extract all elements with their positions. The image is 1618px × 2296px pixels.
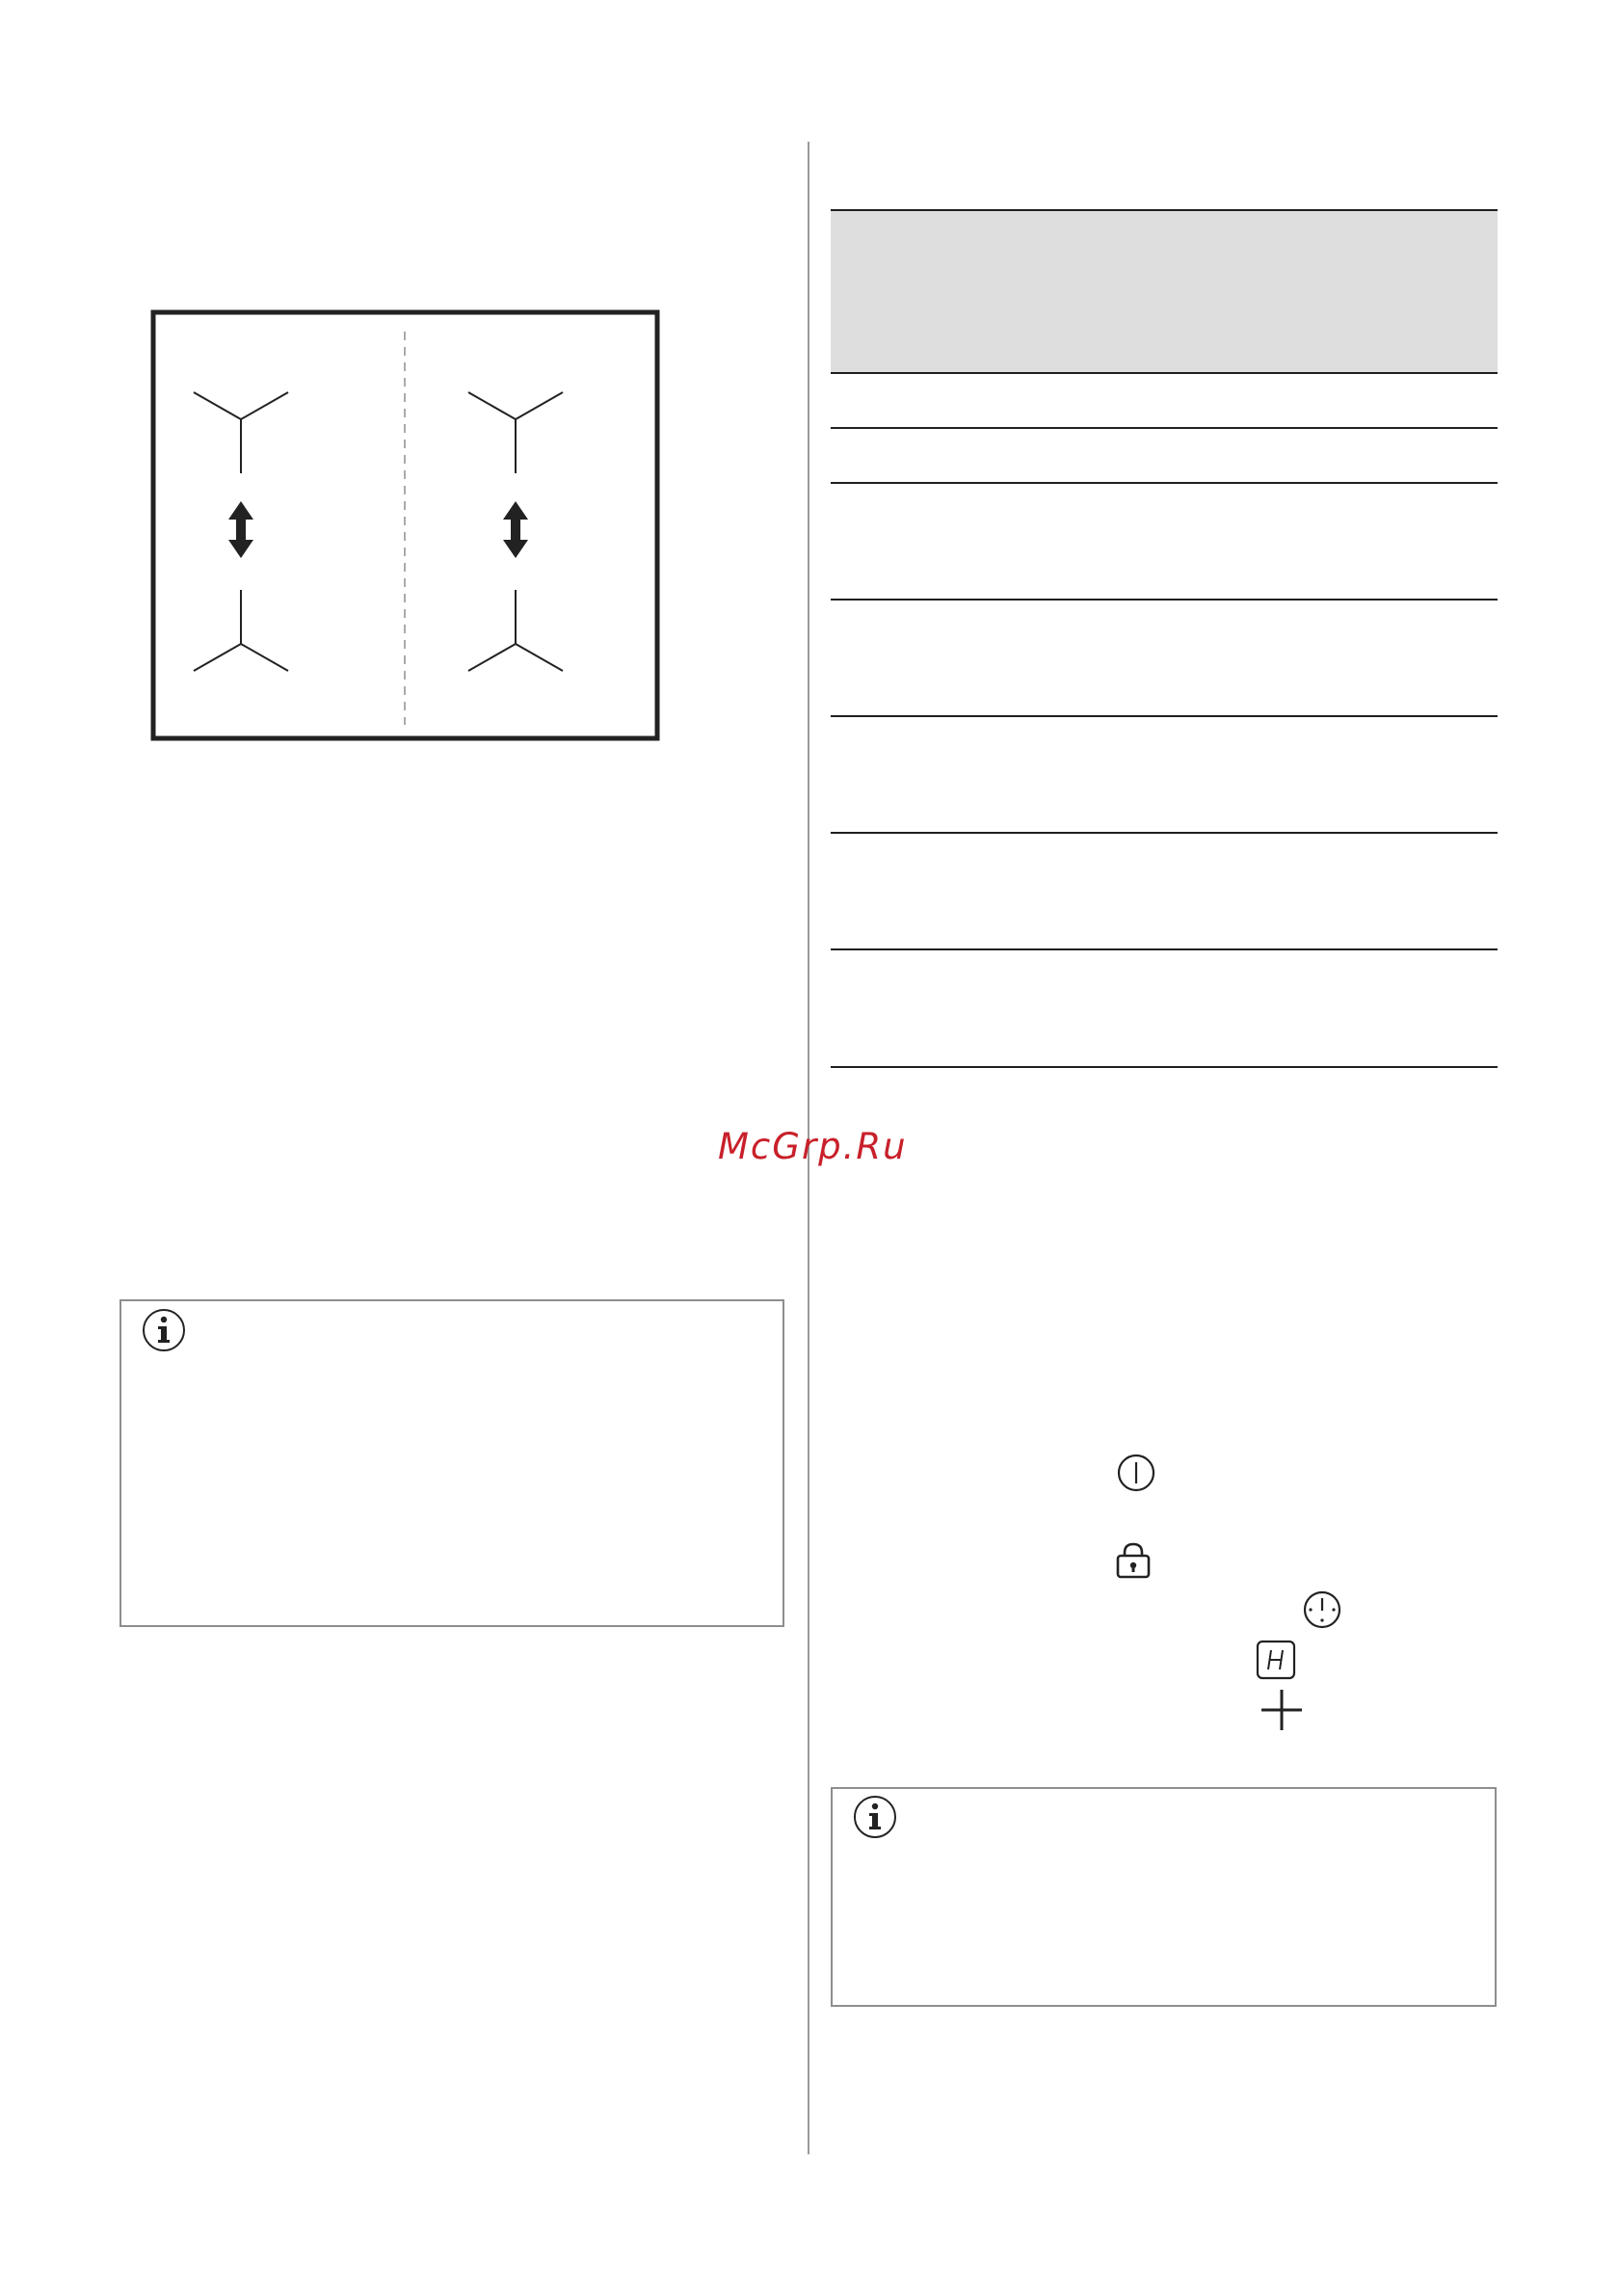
right-zone <box>468 392 563 671</box>
info-note-box <box>119 1299 784 1627</box>
plus-icon <box>1258 1686 1306 1734</box>
lock-icon <box>1110 1536 1156 1583</box>
y-shape-icon <box>194 392 288 473</box>
double-arrow-icon <box>228 501 253 558</box>
table-row-rule <box>831 715 1498 717</box>
table-row-rule <box>831 482 1498 484</box>
info-icon <box>142 1308 186 1352</box>
left-zone <box>194 392 288 671</box>
table-row-rule <box>831 599 1498 601</box>
table-row-rule <box>831 372 1498 374</box>
hob2hood-icon <box>1253 1637 1299 1683</box>
y-shape-icon <box>468 392 563 473</box>
info-note-box <box>831 1787 1497 2007</box>
settings-table <box>831 208 1498 1070</box>
y-shape-icon <box>194 590 288 671</box>
power-icon <box>1113 1450 1159 1496</box>
table-row-rule <box>831 948 1498 950</box>
timer-icon <box>1299 1587 1345 1633</box>
double-arrow-icon <box>503 501 528 558</box>
info-icon <box>853 1795 897 1839</box>
y-shape-icon <box>468 590 563 671</box>
table-row-rule <box>831 832 1498 834</box>
table-row-rule <box>831 427 1498 429</box>
table-bottom-rule <box>831 1066 1498 1068</box>
cooking-zone-diagram <box>149 308 660 742</box>
watermark: McGrp.Ru <box>718 1126 908 1167</box>
table-header <box>831 211 1498 372</box>
